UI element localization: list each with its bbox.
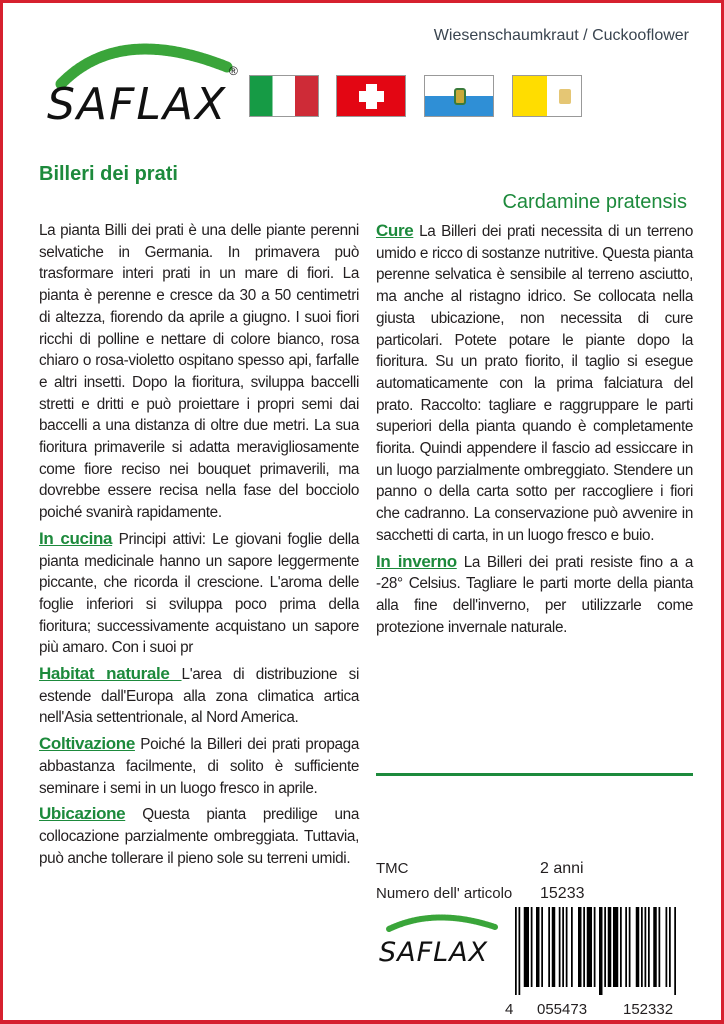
section-heading: Habitat naturale: [39, 664, 182, 684]
barcode-bar: [559, 907, 561, 987]
barcode-bar: [645, 907, 647, 987]
left-column: [39, 220, 359, 873]
section-coltivazione: [39, 733, 359, 799]
right-column: [376, 220, 693, 642]
article-value: 15233: [540, 885, 585, 902]
barcode-bar: [625, 907, 627, 987]
barcode-bar: [552, 907, 556, 987]
barcode-bar: [548, 907, 550, 987]
san-marino-flag-icon: [424, 75, 494, 117]
svg-text:®: ®: [229, 64, 238, 78]
vatican-flag-icon: [512, 75, 582, 117]
section-heading: Ubicazione: [39, 804, 126, 824]
barcode-bar: [531, 907, 533, 987]
barcode-bar: [515, 907, 517, 995]
barcode-bar: [578, 907, 582, 987]
barcode-bar: [666, 907, 668, 987]
section-cucina: [39, 528, 359, 659]
section-heading: Cure: [376, 221, 414, 240]
switzerland-flag-icon: [336, 75, 406, 117]
barcode-bar: [587, 907, 592, 987]
barcode-bar: [604, 907, 606, 987]
intro-text: La pianta Billi dei prati è una delle piante perenni selvatiche in Germania. In primavera può trasformare interi prati in un mare di fiori. La pianta è perenne e cresce da 30 a 50 centimetri di altezza, fiorendo da aprile a giugno. I suoi fiori ricchi di polline e nettare di colore bianco, rosa chiaro o rosa-violetto ospitano spesso api, farfalle e altri insetti. Dopo la fioritura, sviluppa baccelli stretti e dritti e può proiettare i propri semi dai baccelli a una distanza di oltre due metri. La sua fioritura primaverile si adatta meravigliosamente come fiore reciso nei bouquet primaverili, ma dovrebbe essere recisa nella fase del bocciolo poiché svanirà rapidamente.: [39, 222, 359, 522]
barcode-bar: [620, 907, 622, 987]
latin-name: Cardamine pratensis: [502, 191, 687, 213]
saflax-logo: [39, 29, 249, 129]
tmc-value: 2 anni: [540, 860, 584, 877]
section-heading: In inverno: [376, 551, 457, 571]
barcode-bar: [653, 907, 657, 987]
section-text: Poiché la Billeri dei prati propaga abbastanza facilmente, di solito è sufficiente seminare i semi in un luogo fresco in aprile.: [39, 736, 359, 797]
section-heading: Coltivazione: [39, 734, 135, 754]
barcode-bar: [519, 907, 521, 995]
barcode: [515, 907, 695, 995]
section-text: Principi attivi: Le giovani foglie della pianta medicinale hanno un sapore leggermente piccante, che ricorda il crescione. L'aroma delle foglie inferiori si sviluppa poco prima della fioritura; successivamente acquistano un sapore più amaro. Con i suoi pr: [39, 530, 359, 657]
saflax-logo-small: [375, 909, 505, 973]
barcode-bar: [562, 907, 564, 987]
section-text: Questa pianta predilige una collocazione parzialmente ombreggiata. Tuttavia, può anche tollerare il pieno sole su terreni umidi.: [39, 806, 359, 867]
barcode-bar: [636, 907, 640, 987]
barcode-bar: [524, 907, 529, 987]
barcode-bar: [594, 907, 596, 987]
section-habitat: [39, 663, 359, 729]
svg-text:SAFLAX: SAFLAX: [379, 937, 489, 968]
section-text: La Billeri dei prati resiste fino a a -28° Celsius. Tagliare le parti morte della pianta alla fine dell'inverno, per utilizzarle come protezione invernale naturale.: [376, 553, 693, 636]
page-title: Billeri dei prati: [39, 163, 178, 185]
barcode-bar: [641, 907, 643, 987]
barcode-digit-lead: 4: [505, 1001, 514, 1018]
barcode-bar: [536, 907, 540, 987]
section-inverno: [376, 551, 693, 639]
barcode-bar: [659, 907, 661, 987]
barcode-digits-left: 055473: [537, 1001, 588, 1018]
section-heading: In cucina: [39, 528, 113, 548]
tmc-label: TMC: [376, 860, 409, 877]
barcode-bar: [648, 907, 650, 987]
barcode-bar: [541, 907, 543, 987]
barcode-bar: [571, 907, 573, 987]
section-text: La Billeri dei prati necessita di un terreno umido e ricco di sostanze nutritive. Questa pianta perenne selvatica è sensibile al terreno asciutto, ma anche al ristagno idrico. Se collocata nella giusta ubicazione, non necessita di cure particolari. Potete potare le piante dopo la fioritura. Su un prato fiorito, il taglio si esegue automaticamente con la prima falciatura del prato. Raccolto: tagliare e raggruppare le parti superiori della pianta quando è completamente fiorita. Quindi appendere il fascio ad essiccare in un luogo parzialmente ombreggiato. Stendere un panno o della carta sotto per raccogliere i fiori che cadranno. La conservazione può avvenire in sacchetti di carta, in un luogo fresco e buio.: [376, 223, 693, 544]
common-names: Wiesenschaumkraut / Cuckooflower: [433, 27, 689, 44]
barcode-bar: [669, 907, 671, 987]
svg-text:SAFLAX: SAFLAX: [47, 79, 228, 129]
barcode-bar: [629, 907, 631, 987]
barcode-bar: [613, 907, 618, 987]
barcode-bar: [583, 907, 585, 987]
article-label: Numero dell' articolo: [376, 885, 513, 902]
divider: [376, 773, 693, 776]
section-text: L'area di distribuzione si estende dall'Europa alla zona climatica artica nell'Asia settentrionale, al Nord America.: [39, 666, 360, 727]
section-ubicazione: [39, 803, 359, 869]
italy-flag-icon: [249, 75, 319, 117]
barcode-bar: [599, 907, 603, 995]
barcode-bar: [608, 907, 612, 987]
section-cure: [376, 220, 693, 547]
barcode-bar: [674, 907, 676, 995]
barcode-digits-right: 152332: [623, 1001, 674, 1018]
barcode-bar: [566, 907, 568, 987]
